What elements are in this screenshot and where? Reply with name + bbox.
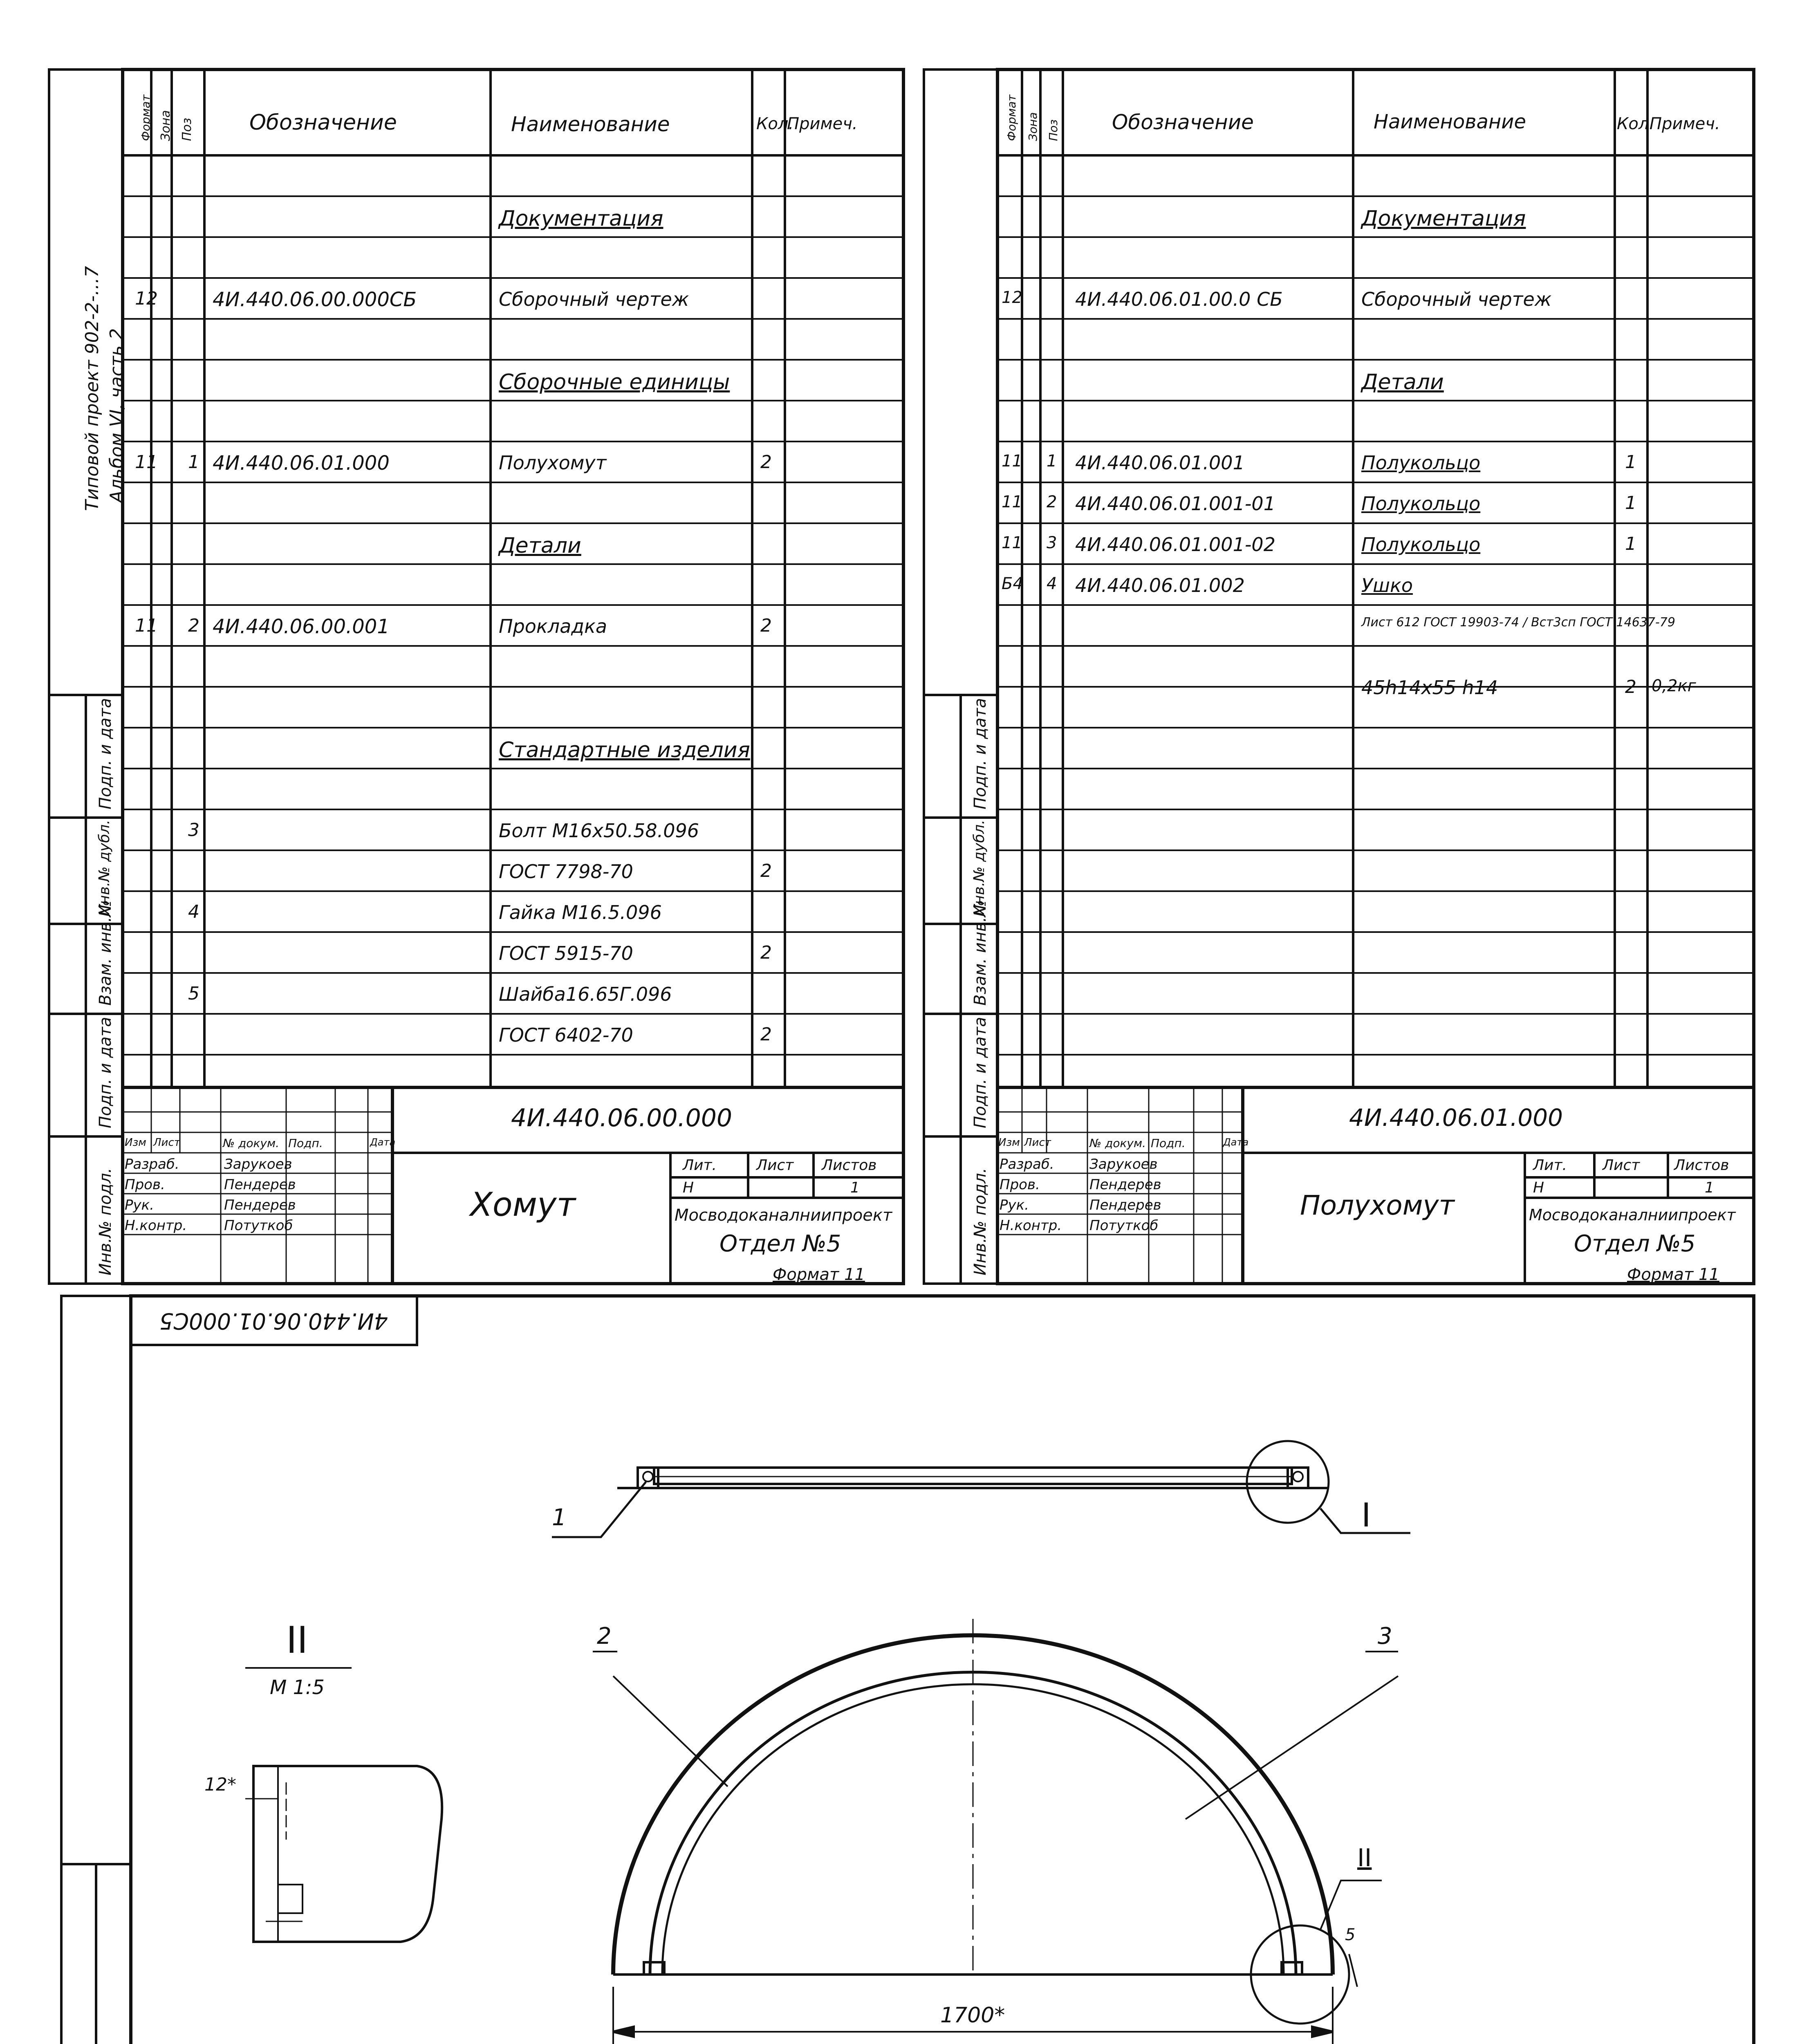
right-margin-label-4: Подп. и дата — [971, 1017, 990, 1128]
right-stamp-title: Полухомут — [1300, 1190, 1455, 1221]
left-margin-label-4: Подп. и дата — [96, 1017, 115, 1128]
right-row-des: 4И.440.06.01.001 — [1075, 452, 1245, 474]
left-row-fmt: 12 — [135, 288, 158, 309]
left-stamp-hdr-2: № докум. — [223, 1136, 280, 1150]
right-row-name: Полукольцо — [1361, 533, 1481, 556]
left-row-name: Прокладка — [499, 615, 607, 637]
left-stamp-name-0: Зарукоев — [224, 1156, 292, 1172]
left-header-format: Формат — [139, 94, 152, 141]
right-stamp-org: Мосводоканалниипроект — [1529, 1206, 1736, 1224]
leader-label-1: 1 — [552, 1504, 567, 1531]
right-row-name: Сборочный чертеж — [1361, 288, 1552, 310]
left-stamp-title: Хомут — [470, 1186, 576, 1224]
right-stamp-role-2: Рук. — [1000, 1197, 1029, 1213]
right-row-name: Ушко — [1361, 574, 1413, 596]
right-row-qty: 1 — [1625, 533, 1636, 554]
right-header-note: Примеч. — [1650, 114, 1720, 133]
left-row-name: Стандартные изделия — [499, 738, 750, 762]
right-row-fmt: 11 — [1002, 493, 1022, 511]
right-header-designation: Обозначение — [1112, 110, 1254, 134]
drawing-mirrored-code: 4И.440.06.01.000С5 — [159, 1308, 388, 1334]
right-row-qty: 2 — [1625, 677, 1636, 697]
right-stamp-hdr-3: Подп. — [1151, 1136, 1186, 1150]
view-II-scale: М 1:5 — [270, 1676, 325, 1699]
left-stamp-name-3: Потуткоб — [224, 1217, 293, 1234]
left-stamp-sheets: 1 — [850, 1179, 860, 1196]
right-row-fmt: 12 — [1002, 288, 1022, 307]
left-margin-label-1: Подп. и дата — [96, 698, 115, 809]
half-ring-view — [613, 1619, 1333, 1975]
right-stamp-name-3: Потуткоб — [1089, 1217, 1159, 1234]
view-II-dim: 12* — [204, 1774, 236, 1795]
left-row-qty: 2 — [760, 452, 772, 473]
left-margin-label-3: Взам. инв.№ — [96, 900, 115, 1006]
right-row-des: 4И.440.06.01.00.0 СБ — [1075, 288, 1283, 310]
right-row-note: 0,2кг — [1652, 677, 1696, 695]
left-stamp-dept: Отдел №5 — [719, 1230, 841, 1257]
right-row-fmt: Б4 — [1002, 574, 1023, 593]
right-header-zone: Зона — [1026, 112, 1040, 141]
right-stamp-format: Формат 11 — [1627, 1265, 1719, 1284]
right-row-pos: 2 — [1047, 493, 1057, 511]
left-row-fmt: 11 — [135, 452, 158, 473]
left-stamp-lit: Н — [683, 1179, 694, 1196]
right-row-des: 4И.440.06.01.001-02 — [1075, 533, 1275, 556]
left-row-qty: 2 — [760, 861, 772, 881]
left-header-designation: Обозначение — [249, 110, 397, 135]
right-stamp-lit-label: Лит. — [1533, 1157, 1567, 1174]
left-side-note-1: Типовой проект 902-2-…7 — [82, 266, 103, 511]
right-stamp-name-1: Пендерев — [1089, 1177, 1161, 1193]
right-margin-label-3: Взам. инв.№ — [971, 900, 990, 1006]
right-margin-label-5: Инв.№ дубл. — [971, 820, 988, 916]
right-stamp-name-2: Пендерев — [1089, 1197, 1161, 1213]
left-row-name: Детали — [499, 533, 581, 558]
left-row-name: Сборочные единицы — [499, 370, 730, 394]
left-spec-frame — [49, 69, 903, 1284]
left-row-pos: 4 — [188, 901, 199, 922]
left-row-des: 4И.440.06.01.000 — [213, 452, 390, 475]
left-row-name: ГОСТ 6402-70 — [499, 1024, 633, 1046]
left-stamp-name-1: Пендерев — [224, 1177, 296, 1193]
left-row-name: Гайка М16.5.096 — [499, 901, 662, 923]
left-row-pos: 1 — [188, 452, 199, 473]
right-row-name: Детали — [1361, 370, 1444, 394]
drawing-frame — [61, 1296, 1754, 2044]
left-row-des: 4И.440.06.00.001 — [213, 615, 390, 638]
right-stamp-hdr-0: Изм — [998, 1136, 1020, 1149]
left-stamp-role-1: Пров. — [125, 1177, 165, 1193]
left-header-qty: Кол. — [756, 114, 794, 133]
right-header-qty: Кол. — [1617, 114, 1654, 133]
left-row-pos: 2 — [188, 615, 199, 636]
right-row-des: 4И.440.06.01.001-01 — [1075, 493, 1275, 515]
left-row-name: Болт М16х50.58.096 — [499, 820, 699, 842]
right-stamp-code: 4И.440.06.01.000 — [1349, 1104, 1563, 1132]
left-stamp-code: 4И.440.06.00.000 — [511, 1104, 733, 1132]
right-stamp-lit: Н — [1533, 1179, 1544, 1196]
left-margin-label-2: Инв.№ подл. — [96, 1168, 115, 1275]
right-margin-label-1: Подп. и дата — [971, 698, 990, 809]
right-row-pos: 4 — [1047, 574, 1057, 593]
left-row-pos: 5 — [188, 983, 199, 1004]
left-row-fmt: 11 — [135, 615, 158, 636]
right-row-qty: 1 — [1625, 493, 1636, 513]
left-header-zone: Зона — [159, 110, 173, 141]
right-row-qty: 1 — [1625, 452, 1636, 473]
right-row-fmt: 11 — [1002, 452, 1022, 471]
left-stamp-hdr-4: Дата — [370, 1136, 396, 1148]
leader-label-3: 3 — [1378, 1623, 1392, 1650]
right-stamp-sheet-label: Лист — [1603, 1157, 1640, 1174]
right-stamp-hdr-2: № докум. — [1089, 1136, 1146, 1150]
left-row-name: ГОСТ 7798-70 — [499, 861, 633, 883]
left-stamp-role-3: Н.контр. — [125, 1217, 187, 1234]
left-row-qty: 2 — [760, 942, 772, 963]
left-side-note-2: Альбом VI, часть 2 — [106, 328, 127, 503]
right-row-name: Документация — [1361, 206, 1526, 231]
right-stamp-sheets: 1 — [1705, 1179, 1714, 1196]
right-header-name: Наименование — [1374, 110, 1526, 133]
left-row-des: 4И.440.06.00.000СБ — [213, 288, 417, 311]
left-row-name: Полухомут — [499, 452, 607, 474]
left-stamp-lit-label: Лит. — [683, 1157, 717, 1174]
left-row-name: Документация — [499, 206, 663, 231]
left-row-qty: 2 — [760, 615, 772, 636]
left-stamp-hdr-3: Подп. — [288, 1136, 323, 1150]
right-row-name: Лист 612 ГОСТ 19903-74 / Вст3сп ГОСТ 14637-79 — [1361, 615, 1675, 630]
right-stamp-dept: Отдел №5 — [1574, 1230, 1696, 1257]
left-row-qty: 2 — [760, 1024, 772, 1045]
top-view-bar — [617, 1468, 1329, 1488]
left-row-name: ГОСТ 5915-70 — [499, 942, 633, 964]
left-stamp-name-2: Пендерев — [224, 1197, 296, 1213]
view-II-label: II — [286, 1619, 308, 1662]
left-row-pos: 3 — [188, 820, 199, 840]
dim-5: 5 — [1345, 1925, 1356, 1944]
right-row-des: 4И.440.06.01.002 — [1075, 574, 1245, 596]
right-row-name: 45h14х55 h14 — [1361, 677, 1498, 699]
right-stamp-hdr-4: Дата — [1223, 1136, 1249, 1148]
right-stamp-sheets-label: Листов — [1674, 1157, 1729, 1174]
left-header-name: Наименование — [511, 112, 670, 136]
leader-label-I: I — [1361, 1496, 1371, 1534]
dim-1700: 1700* — [940, 2003, 1005, 2028]
left-row-name: Шайба16.65Г.096 — [499, 983, 672, 1005]
left-stamp-org: Мосводоканалниипроект — [675, 1206, 892, 1225]
left-stamp-format: Формат 11 — [773, 1265, 865, 1284]
left-margin-label-5: Инв.№ дубл. — [96, 820, 113, 916]
right-row-name: Полукольцо — [1361, 493, 1481, 515]
right-stamp-role-1: Пров. — [1000, 1177, 1040, 1193]
right-header-format: Формат — [1005, 94, 1018, 141]
right-row-fmt: 11 — [1002, 533, 1022, 552]
leader-label-2: 2 — [597, 1623, 612, 1650]
right-row-pos: 1 — [1047, 452, 1057, 471]
left-stamp-sheet-label: Лист — [756, 1157, 794, 1174]
right-row-name: Полукольцо — [1361, 452, 1481, 474]
left-header-pos: Поз — [180, 118, 194, 141]
left-stamp-role-2: Рук. — [125, 1197, 154, 1213]
right-stamp-role-0: Разраб. — [1000, 1156, 1054, 1172]
right-stamp-hdr-1: Лист — [1024, 1136, 1051, 1149]
right-stamp-name-0: Зарукоев — [1089, 1156, 1158, 1172]
right-header-pos: Поз — [1047, 119, 1060, 141]
right-margin-label-2: Инв.№ подл. — [971, 1168, 990, 1275]
detail-II-view — [245, 1668, 442, 1942]
left-row-name: Сборочный чертеж — [499, 288, 689, 310]
right-row-pos: 3 — [1047, 533, 1057, 552]
left-stamp-hdr-0: Изм — [125, 1136, 146, 1149]
leader-label-II: II — [1357, 1844, 1372, 1872]
left-stamp-role-0: Разраб. — [125, 1156, 179, 1172]
right-stamp-role-3: Н.контр. — [1000, 1217, 1062, 1234]
left-stamp-sheets-label: Листов — [822, 1157, 877, 1174]
left-header-note: Примеч. — [787, 114, 858, 133]
left-stamp-hdr-1: Лист — [153, 1136, 180, 1149]
